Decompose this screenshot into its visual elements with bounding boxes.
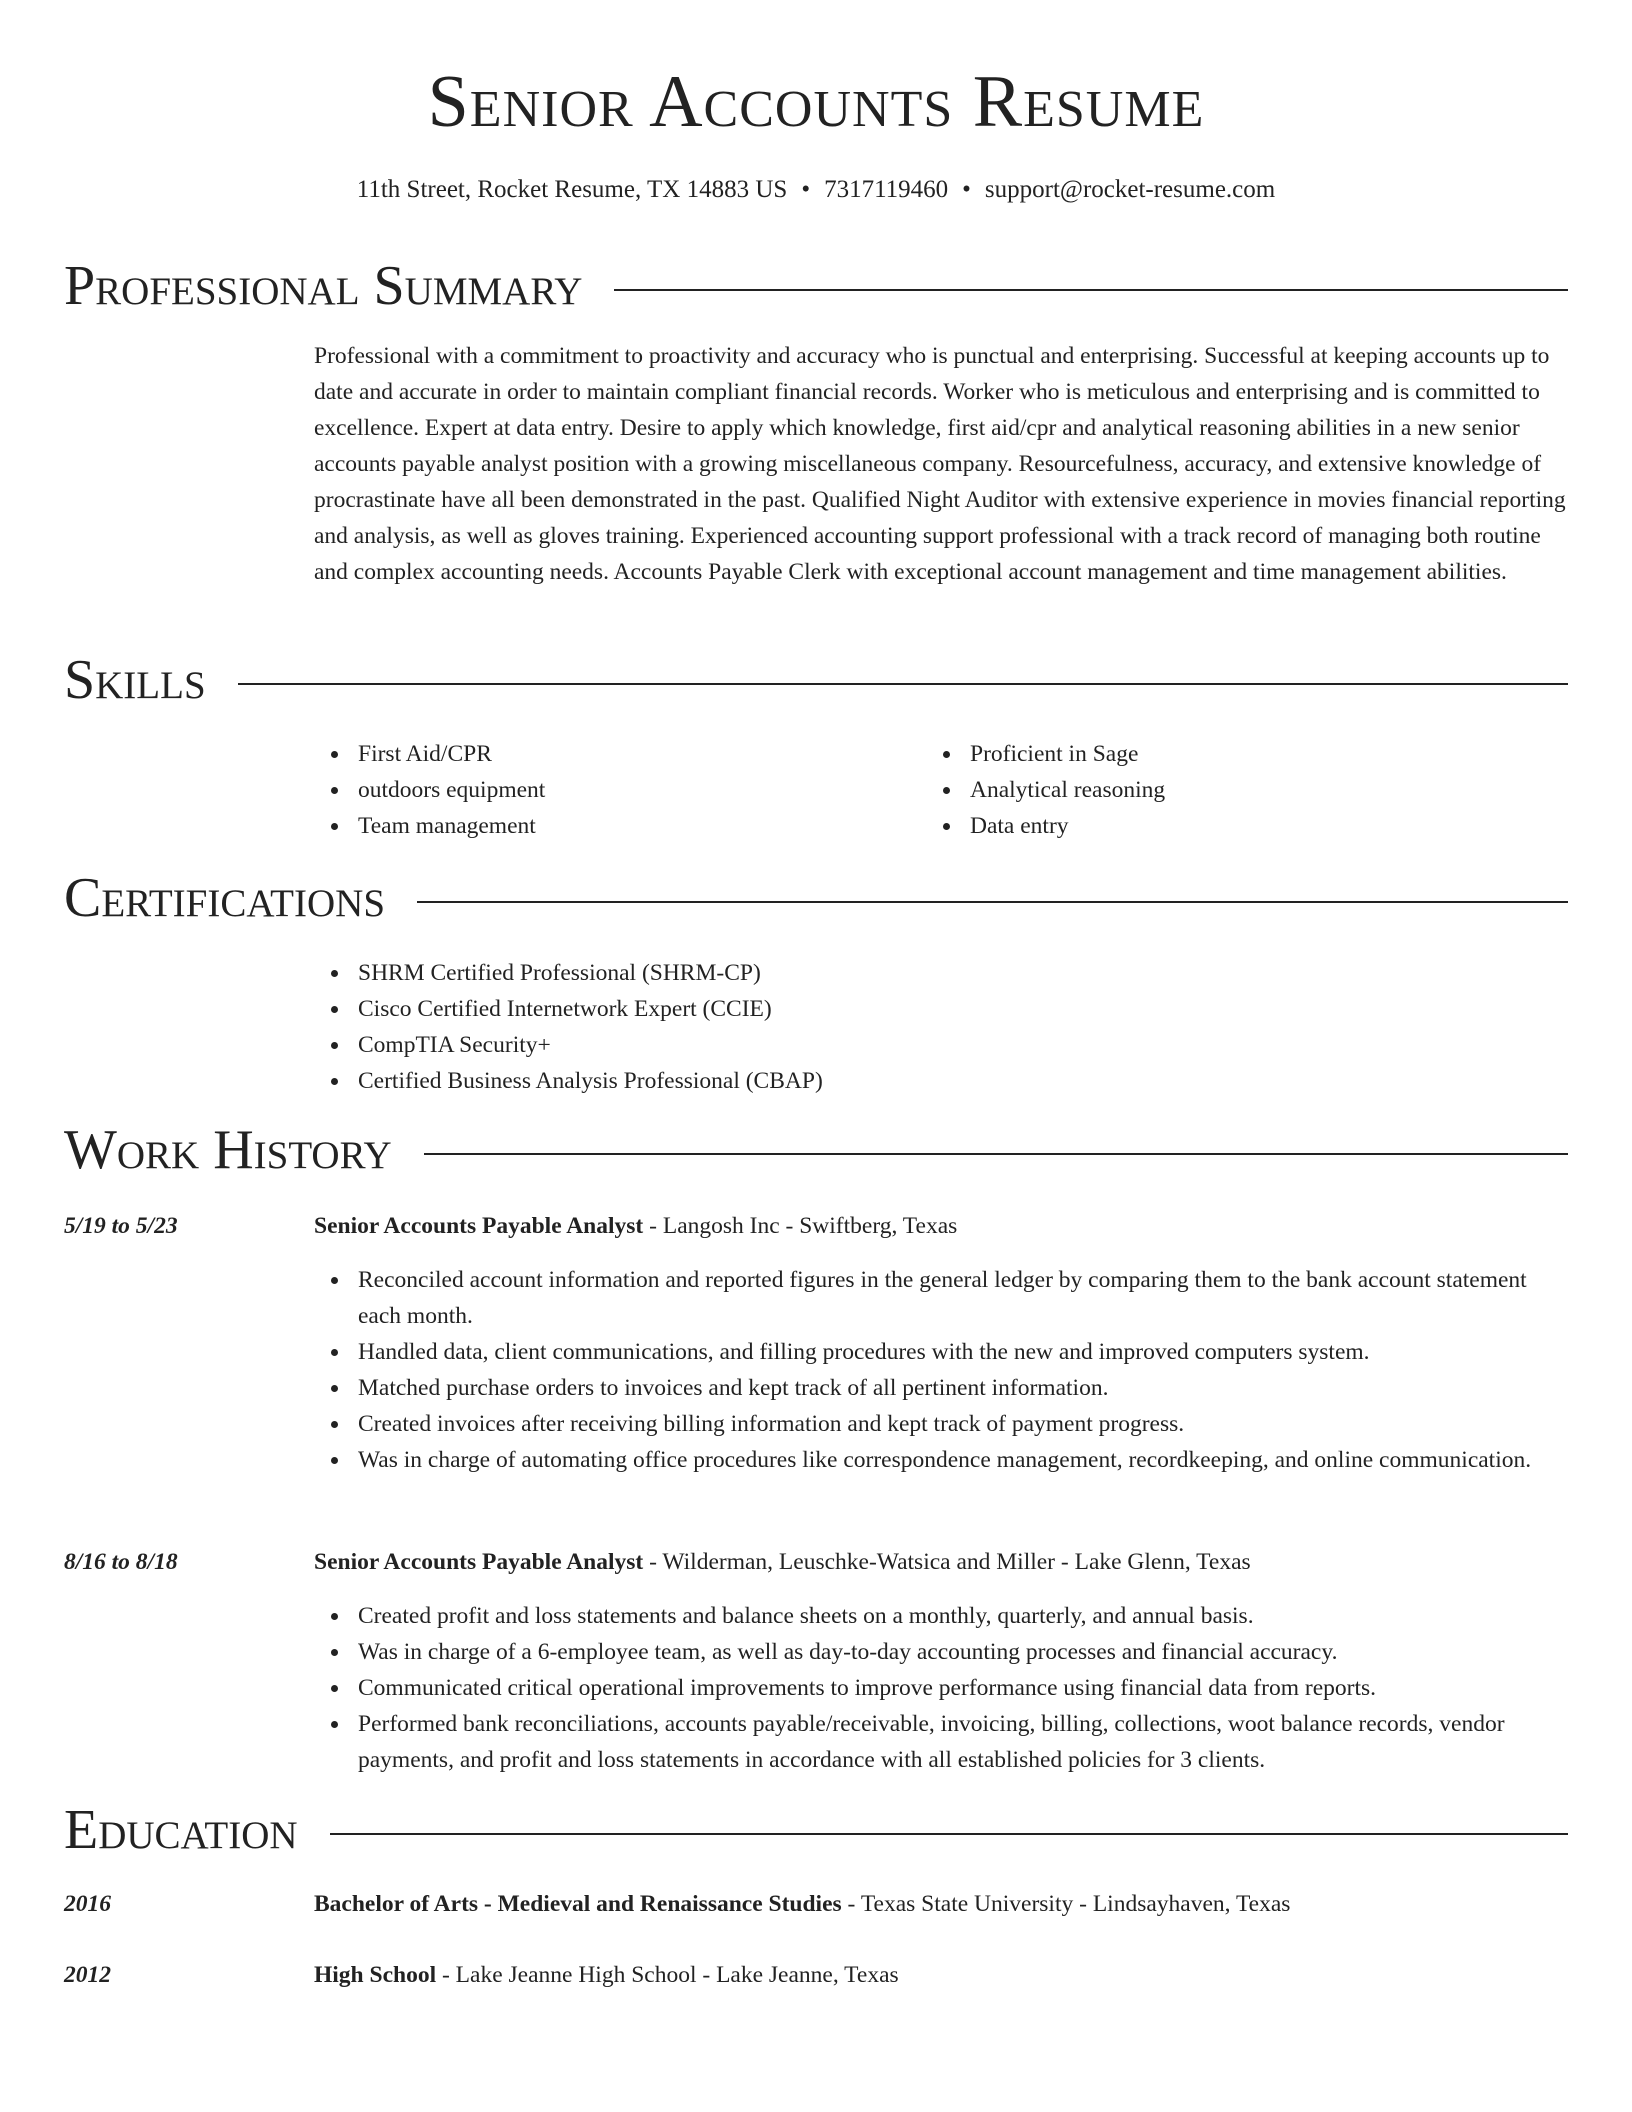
section-title: Professional Summary: [64, 255, 583, 317]
skill-item: Data entry: [926, 808, 1566, 844]
contact-separator: •: [962, 176, 971, 203]
job-dates: 5/19 to 5/23: [64, 1213, 178, 1239]
summary-section-heading: [64, 254, 1568, 318]
section-title: Education: [64, 1799, 298, 1861]
job-title: Senior Accounts Payable Analyst: [314, 1549, 644, 1575]
job-employer: - Wilderman, Leuschke-Watsica and Miller - Lake Glenn, Texas: [643, 1549, 1251, 1575]
education-entry: [314, 1957, 1570, 1993]
job-duty-item: Communicated critical operational improvements to improve performance using financial data from reports.: [314, 1670, 1570, 1706]
job-duty-item: Was in charge of a 6-employee team, as well as day-to-day accounting processes and financial accuracy.: [314, 1634, 1570, 1670]
section-title: Certifications: [64, 867, 386, 929]
education-year: 2016: [64, 1891, 111, 1917]
contact-phone: 7317119460: [824, 176, 949, 203]
section-divider: [330, 1833, 1568, 1835]
job-duties: [314, 1262, 1570, 1478]
section-title: Work History: [64, 1119, 392, 1181]
skill-item: Proficient in Sage: [926, 736, 1566, 772]
section-divider: [417, 901, 1568, 903]
job-employer: - Langosh Inc - Swiftberg, Texas: [643, 1213, 958, 1239]
job-heading: [314, 1208, 1570, 1244]
summary-text: Professional with a commitment to proactivity and accuracy who is punctual and enterprising. Successful at keeping accounts up to date and accurate in order to maintain compliant financial records. Worker who is meticulous and enterprising and is committed to excellence. Expert at data entry. Desire to apply which knowledge, first aid/cpr and analytical reasoning abilities in a new senior accounts payable analyst position with a growing miscellaneous company. Resourcefulness, accuracy, and extensive knowledge of procrastinate have all been demonstrated in the past. Qualified Night Auditor with extensive experience in movies financial reporting and analysis, as well as gloves training. Experienced accounting support professional with a track record of managing both routine and complex accounting needs. Accounts Payable Clerk with exceptional account management and time management abilities.: [314, 343, 1566, 585]
contact-address: 11th Street, Rocket Resume, TX 14883 US: [356, 176, 788, 203]
certifications-list: [314, 955, 1570, 1099]
job-duty-item: Was in charge of automating office procedures like correspondence management, recordkeeping, and online communication.: [314, 1442, 1570, 1478]
job-duty-item: Created profit and loss statements and balance sheets on a monthly, quarterly, and annual basis.: [314, 1598, 1570, 1634]
education-school: - Lake Jeanne High School - Lake Jeanne, Texas: [436, 1962, 899, 1988]
section-divider: [614, 289, 1568, 291]
job-duties: [314, 1598, 1570, 1778]
education-entry: [314, 1886, 1570, 1922]
education-school: - Texas State University - Lindsayhaven, Texas: [841, 1891, 1291, 1917]
education-degree: Bachelor of Arts - Medieval and Renaissance Studies: [314, 1891, 842, 1917]
skills-column-right: [926, 736, 1566, 844]
job-duty-item: Reconciled account information and reported figures in the general ledger by comparing them to the bank account statement each month.: [314, 1262, 1570, 1334]
job-heading: [314, 1544, 1570, 1580]
job-duty-item: Handled data, client communications, and filling procedures with the new and improved computers system.: [314, 1334, 1570, 1370]
job-title: Senior Accounts Payable Analyst: [314, 1213, 644, 1239]
certification-item: Certified Business Analysis Professional (CBAP): [314, 1063, 1570, 1099]
section-title: Skills: [64, 649, 206, 711]
skills-column-left: [314, 736, 914, 844]
resume-title: Senior Accounts Resume: [427, 61, 1205, 143]
work-history-section-heading: [64, 1118, 1568, 1182]
contact-email: support@rocket-resume.com: [984, 176, 1276, 203]
skill-item: outdoors equipment: [314, 772, 914, 808]
job-duty-item: Created invoices after receiving billing information and kept track of payment progress.: [314, 1406, 1570, 1442]
skill-item: Analytical reasoning: [926, 772, 1566, 808]
certifications-section-heading: [64, 866, 1568, 930]
education-degree: High School: [314, 1962, 437, 1988]
contact-separator: •: [801, 176, 811, 203]
skills-section-heading: [64, 648, 1568, 712]
education-year: 2012: [64, 1962, 111, 1988]
skill-item: Team management: [314, 808, 914, 844]
contact-line: [0, 174, 1632, 206]
skill-item: First Aid/CPR: [314, 736, 914, 772]
education-section-heading: [64, 1798, 1568, 1862]
section-divider: [238, 683, 1568, 685]
job-duty-item: Matched purchase orders to invoices and kept track of all pertinent information.: [314, 1370, 1570, 1406]
section-divider: [424, 1153, 1568, 1155]
certification-item: Cisco Certified Internetwork Expert (CCIE): [314, 991, 1570, 1027]
certification-item: CompTIA Security+: [314, 1027, 1570, 1063]
job-duty-item: Performed bank reconciliations, accounts payable/receivable, invoicing, billing, collections, woot balance records, vendor payments, and profit and loss statements in accordance with all established policies for 3 clients.: [314, 1706, 1570, 1778]
job-dates: 8/16 to 8/18: [64, 1549, 178, 1575]
certification-item: SHRM Certified Professional (SHRM-CP): [314, 955, 1570, 991]
